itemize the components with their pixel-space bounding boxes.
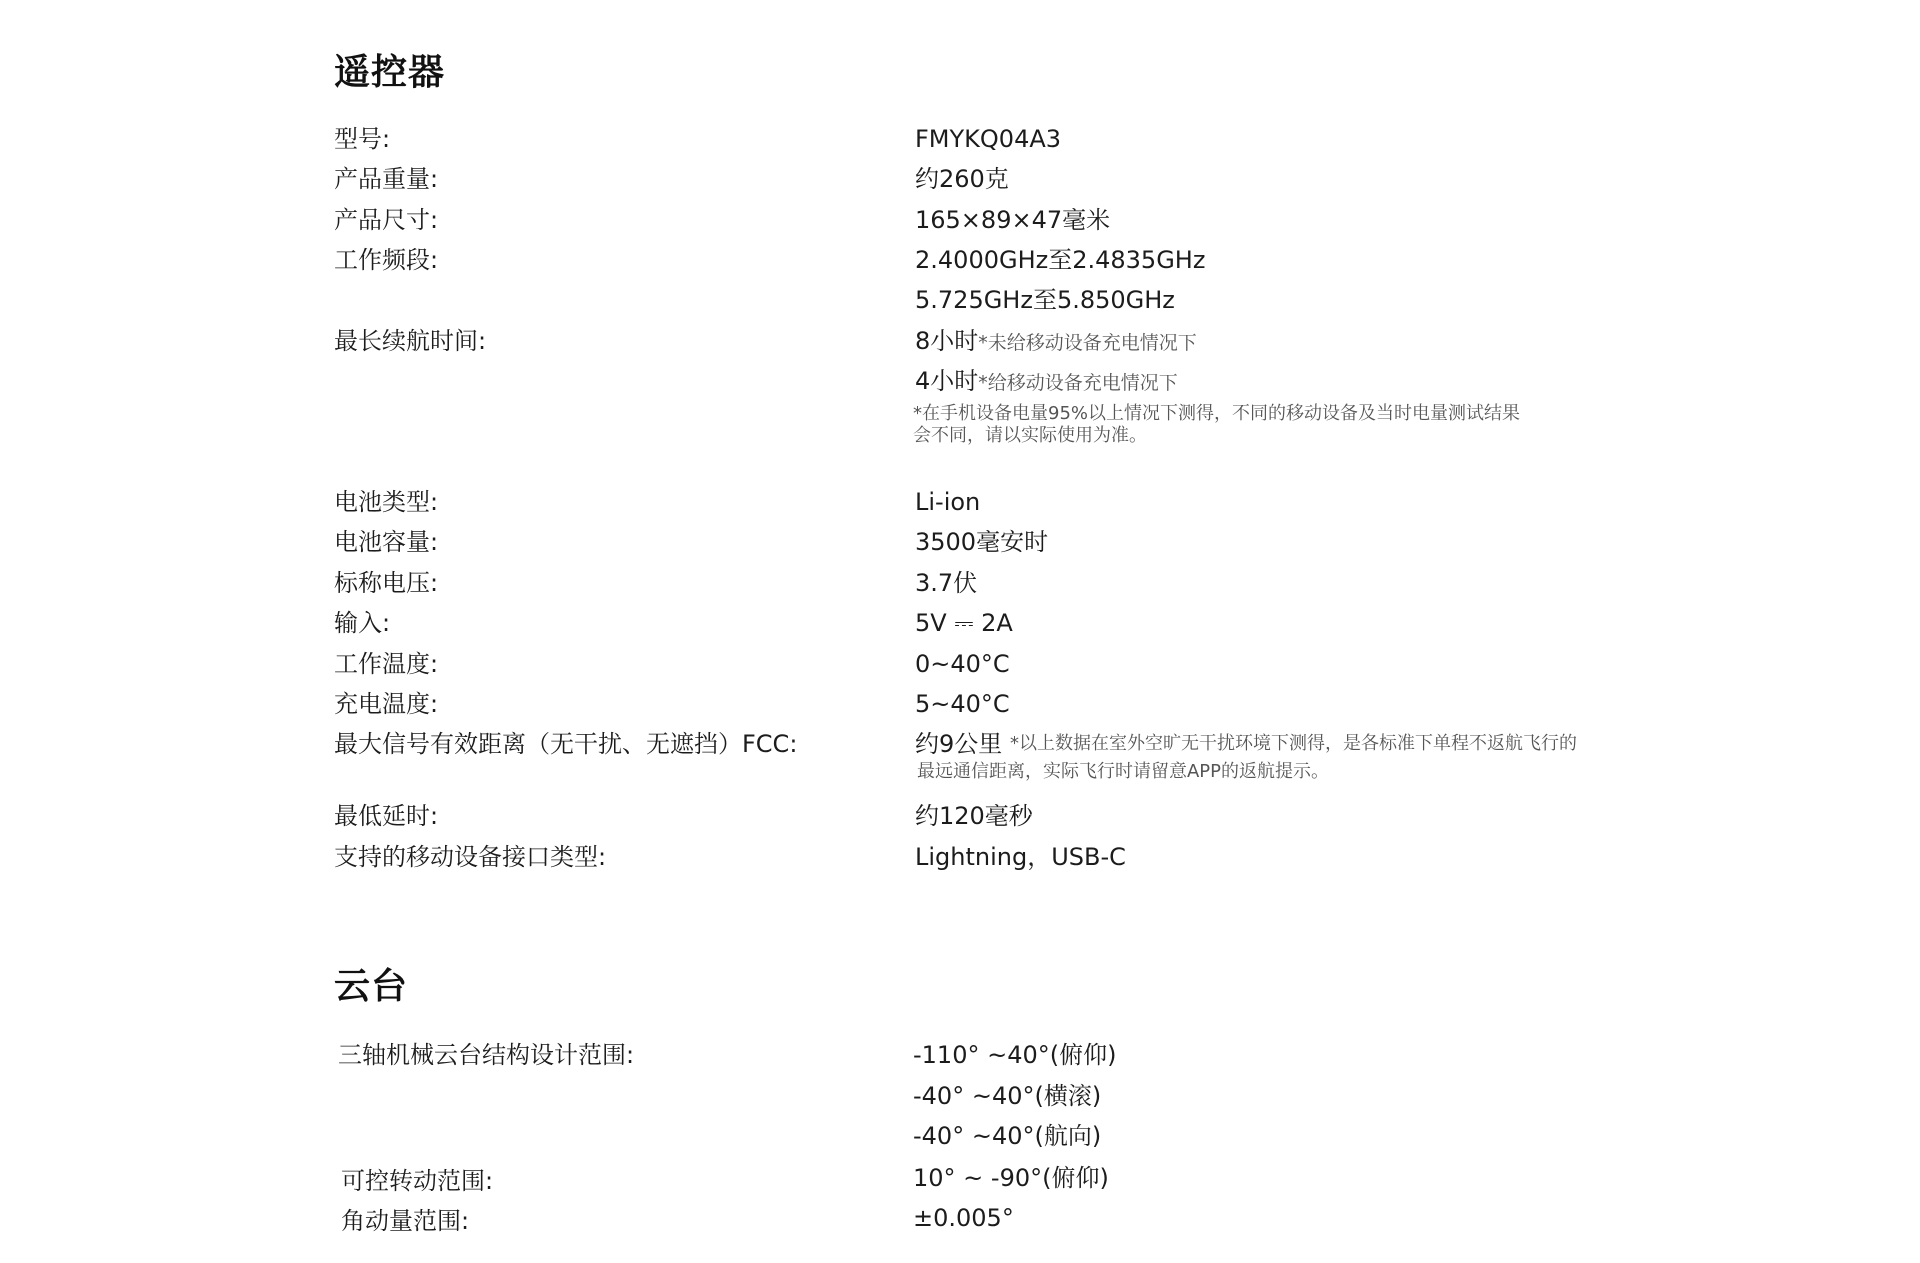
- value-interface: Lightning，USB-C: [915, 843, 1126, 871]
- label-voltage: 标称电压:: [334, 569, 439, 597]
- section-title-remote: 遥控器: [334, 52, 446, 93]
- runtime-footnote-line-1: *在手机设备电量95%以上情况下测得，不同的移动设备及当时电量测试结果: [913, 403, 1521, 424]
- label-battery-type: 电池类型:: [334, 488, 439, 516]
- label-input: 输入:: [334, 609, 391, 637]
- label-op-temp: 工作温度:: [334, 650, 439, 678]
- label-control-range: 可控转动范围:: [341, 1167, 494, 1195]
- runtime-2-note: *给移动设备充电情况下: [978, 372, 1178, 394]
- label-angular-range: 角动量范围:: [341, 1207, 470, 1235]
- value-runtime-2: [915, 366, 1178, 398]
- value-angular-range: ±0.005°: [913, 1204, 1014, 1232]
- value-input: 5V ⎓ 2A: [915, 609, 1013, 637]
- value-design-range-1: -110° ~40°(俯仰): [913, 1041, 1117, 1069]
- runtime-1-note: *未给移动设备充电情况下: [978, 332, 1197, 354]
- value-charge-temp: 5~40°C: [915, 690, 1010, 718]
- range-note-line-2: 最远通信距离，实际飞行时请留意APP的返航提示。: [917, 761, 1330, 782]
- label-design-range: 三轴机械云台结构设计范围:: [338, 1041, 635, 1069]
- value-range: 约9公里: [915, 730, 1003, 758]
- section-title-gimbal: 云台: [334, 966, 409, 1007]
- label-battery-capacity: 电池容量:: [334, 528, 439, 556]
- label-weight: 产品重量:: [334, 165, 439, 193]
- value-control-range: 10° ~ -90°(俯仰): [913, 1164, 1109, 1192]
- value-voltage: 3.7伏: [915, 569, 978, 597]
- value-freq-1: 2.4000GHz至2.4835GHz: [915, 246, 1206, 274]
- value-battery-capacity: 3500毫安时: [915, 528, 1049, 556]
- value-freq-2: 5.725GHz至5.850GHz: [915, 286, 1175, 314]
- label-runtime: 最长续航时间:: [334, 327, 487, 355]
- value-op-temp: 0~40°C: [915, 650, 1010, 678]
- label-range: 最大信号有效距离（无干扰、无遮挡）FCC:: [334, 730, 798, 758]
- value-design-range-2: -40° ~40°(横滚): [913, 1082, 1102, 1110]
- runtime-1-text: 8小时: [915, 327, 979, 355]
- value-model: FMYKQ04A3: [915, 125, 1062, 153]
- runtime-footnote-line-2: 会不同，请以实际使用为准。: [913, 425, 1147, 446]
- value-weight: 约260克: [915, 165, 1009, 193]
- range-note-line-1: *以上数据在室外空旷无干扰环境下测得，是各标准下单程不返航飞行的: [1010, 733, 1577, 754]
- runtime-footnote: [913, 403, 1520, 447]
- value-design-range-3: -40° ~40°(航向): [913, 1122, 1102, 1150]
- runtime-2-text: 4小时: [915, 367, 979, 395]
- label-charge-temp: 充电温度:: [334, 690, 439, 718]
- label-latency: 最低延时:: [334, 802, 439, 830]
- label-freq: 工作频段:: [334, 246, 439, 274]
- value-battery-type: Li-ion: [915, 488, 981, 516]
- value-size: 165×89×47毫米: [915, 206, 1111, 234]
- value-runtime-1: [915, 326, 1197, 358]
- value-latency: 约120毫秒: [915, 802, 1033, 830]
- label-model: 型号:: [334, 125, 391, 153]
- label-interface: 支持的移动设备接口类型:: [334, 843, 607, 871]
- label-size: 产品尺寸:: [334, 206, 439, 234]
